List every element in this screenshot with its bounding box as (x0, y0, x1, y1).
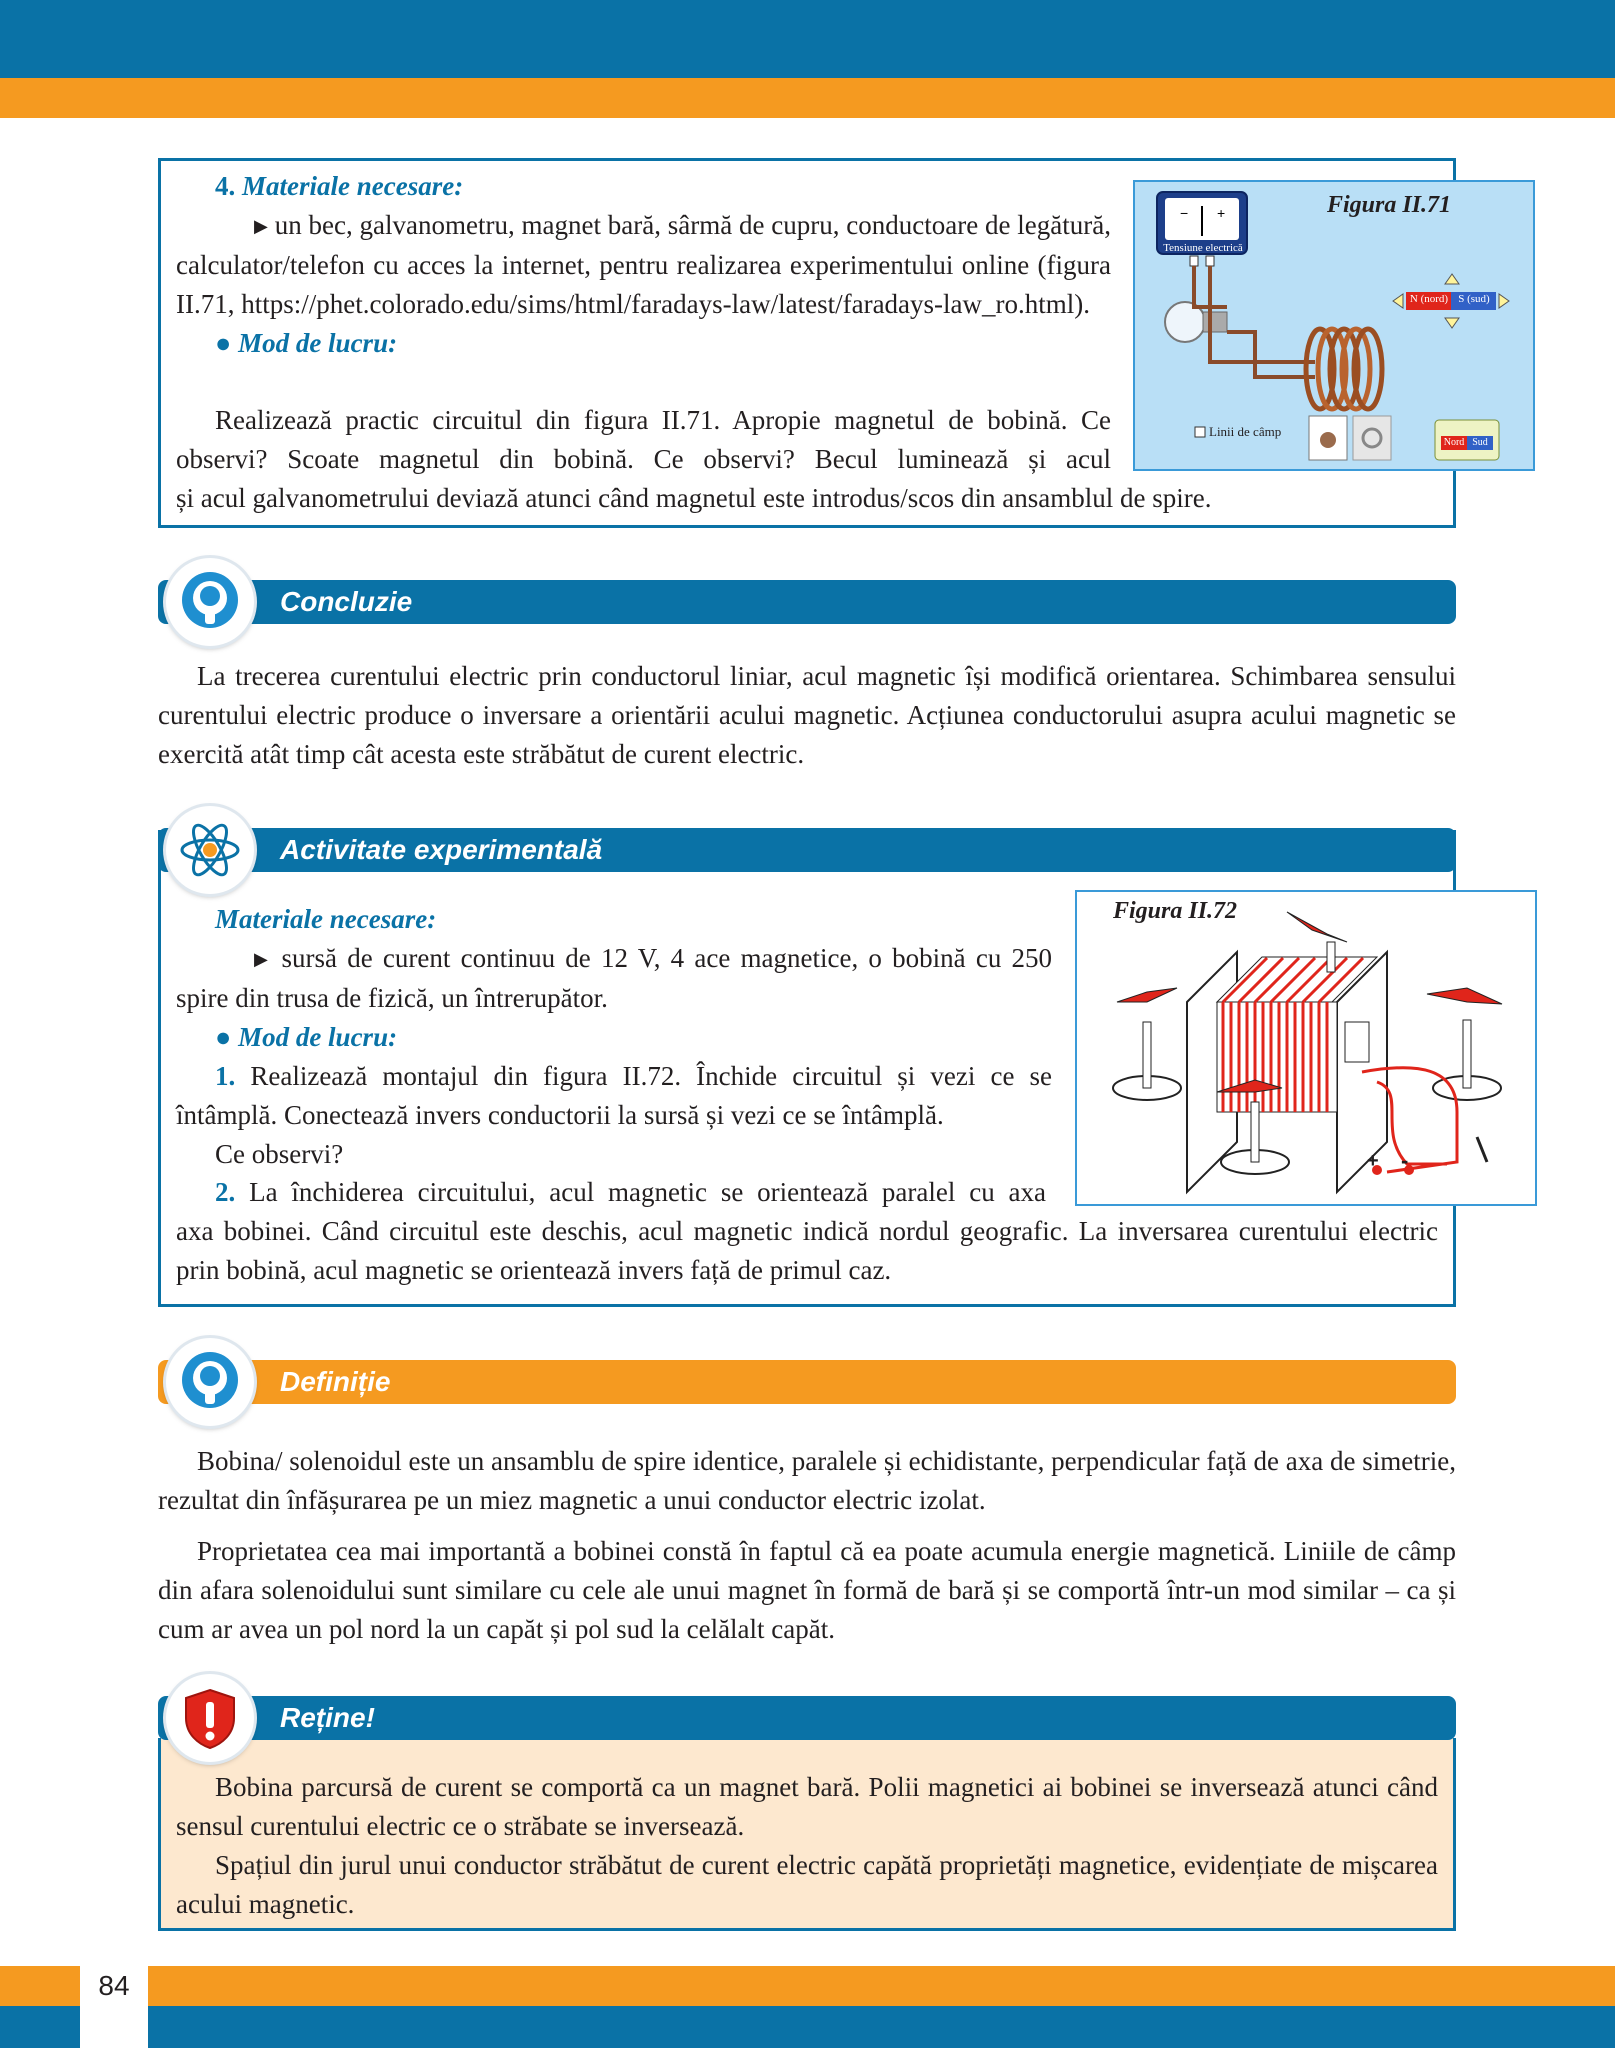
concluzie-body (158, 657, 1456, 774)
concluzie-title: Concluzie (280, 586, 413, 617)
play-triangle-icon: ▶ (254, 949, 272, 969)
section4-heading: Materiale necesare: (242, 171, 464, 201)
faraday-sim-illustration (1135, 182, 1533, 469)
figure-72-caption: Figura II.72 (1113, 898, 1238, 924)
plus-terminal: + (1367, 1150, 1379, 1172)
magnet-north-label: N (nord) (1409, 293, 1449, 305)
definitie-p1: Bobina/ solenoidul este un ansamblu de spire identice, paralele și echidistante, perpendicular față de axa de simetrie, rezultat din înfășurarea pe un miez magnetic a unui conductor electric izolat. (158, 1446, 1456, 1515)
section4-number: 4. (215, 171, 236, 201)
retine-body (176, 1768, 1438, 1924)
section4-mod-label: Mod de lucru: (238, 328, 398, 358)
bullet: ● (215, 328, 232, 358)
atom-icon (166, 806, 254, 894)
step1-question: Ce observi? (215, 1139, 344, 1169)
activitate-materials-label: Materiale necesare: (215, 904, 437, 934)
figure-71 (1133, 180, 1535, 471)
definitie-header (158, 1360, 1456, 1404)
step2-number: 2. (215, 1177, 236, 1207)
step1-text: Realizează montajul din figura II.72. Închide circuitul și vezi ce se întâmplă. Conectează invers conductorii la sursă și vezi ce se întâmplă. (176, 1061, 1053, 1130)
top-blue-band (0, 0, 1615, 78)
solenoid-experiment-illustration (1077, 892, 1535, 1204)
switch-north-label: Nord (1443, 437, 1465, 448)
activitate-text (176, 900, 1052, 1174)
bullet: ● (215, 1022, 232, 1052)
section4-mod-text: Realizează practic circuitul din figura II.71. Apropie magnetul de bobină. Ce observi? Scoate magnetul din bobină. Ce observi? Becul luminează și acul (176, 405, 1111, 474)
activitate-materials: sursă de curent continuu de 12 V, 4 ace magnetice, o bobină cu 250 spire din trusa de fizică, un întrerupător. (176, 943, 1053, 1013)
concluzie-header (158, 580, 1456, 624)
shield-exclamation-icon (166, 1674, 254, 1762)
svg-text:+: + (1217, 205, 1226, 221)
retine-title: Reține! (280, 1702, 375, 1733)
play-triangle-icon: ▶ (254, 216, 268, 236)
svg-text:−: − (1180, 205, 1189, 221)
magnet-south-label: S (sud) (1458, 293, 1490, 305)
minus-terminal: - (1401, 1148, 1409, 1173)
retine-p1: Bobina parcursă de curent se comportă ca un magnet bară. Polii magnetici ai bobinei se inversează atunci când sensul curentului electric ce o străbate se inversează. (176, 1772, 1438, 1841)
section4-materials: un bec, galvanometru, magnet bară, sârmă de cupru, conductoare de legătură, calculator/telefon cu acces la internet, pentru realizarea experimentului online (figura II.71, https://phet.colorado.edu/sims/html/faradays-law/latest/faradays-law_ro.html). (176, 210, 1111, 319)
field-lines-label: Linii de câmp (1209, 424, 1282, 439)
step2-rest: axa bobinei. Când circuitul este deschis, acul magnetic indică nordul geografic. La inversarea curentului electric prin bobină, acul magnetic se orientează invers față de primul caz. (176, 1216, 1438, 1285)
figure-72 (1075, 890, 1537, 1206)
section4-text (176, 167, 1111, 363)
bottom-blue-band (0, 2006, 1615, 2048)
step2-text: La închiderea circuitului, acul magnetic se orientează paralel cu axa (249, 1177, 1046, 1207)
retine-header (158, 1696, 1456, 1740)
section4-mod-text-last: și acul galvanometrului deviază atunci când magnetul este introdus/scos din ansamblul de spire. (176, 483, 1212, 513)
lightbulb-icon (166, 1338, 254, 1426)
retine-p2: Spațiul din jurul unui conductor străbătut de curent electric capătă proprietăți magnetice, evidențiate de mișcarea acului magnetic. (176, 1850, 1438, 1919)
concluzie-text: La trecerea curentului electric prin conductorul liniar, acul magnetic își modifică orientarea. Schimbarea sensului curentului electric produce o inversare a orientării acului magnetic. Acțiunea conductorului asupra acului magnetic se exercită atât timp cât acesta este străbătut de curent electric. (158, 661, 1456, 769)
bottom-orange-band (0, 1966, 1615, 2006)
definitie-p2: Proprietatea cea mai importantă a bobinei constă în faptul că ea poate acumula energie magnetică. Liniile de câmp din afara solenoidului sunt similare cu cele ale unui magnet în formă de bară și se comportă într-un mod similar – ca și cum ar avea un pol nord la un capăt și pol sud la celălalt capăt. (158, 1536, 1456, 1644)
activitate-title: Activitate experimentală (280, 834, 603, 865)
switch-south-label: Sud (1472, 437, 1488, 448)
lightbulb-icon (166, 558, 254, 646)
definitie-body (158, 1442, 1456, 1649)
top-orange-band (0, 78, 1615, 118)
activitate-header (158, 828, 1456, 872)
definitie-title: Definiție (280, 1366, 391, 1397)
section4-mod-text-top (176, 401, 1111, 479)
figure-71-caption: Figura II.71 (1327, 192, 1452, 218)
voltmeter-label: Tensiune electrică (1163, 242, 1243, 254)
step1-number: 1. (215, 1061, 236, 1091)
activitate-mod-label: Mod de lucru: (238, 1022, 398, 1052)
page-number: 84 (98, 1970, 130, 2001)
step2-first-line (176, 1173, 1046, 1212)
